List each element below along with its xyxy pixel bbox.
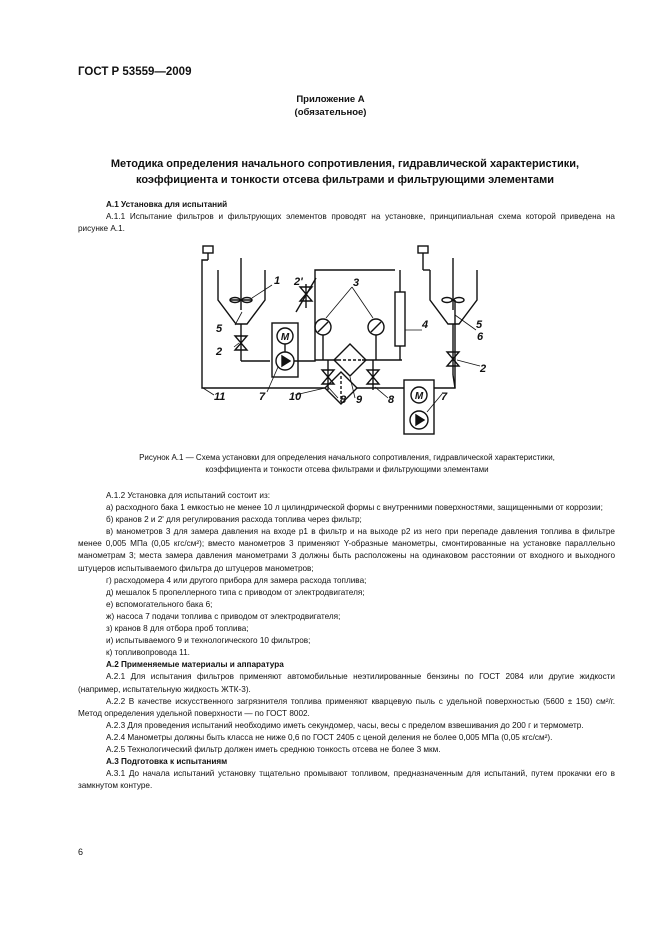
list-item-z: з) кранов 8 для отбора проб топлива; [106, 624, 249, 634]
paragraph-a2-1: А.2.1 Для испытания фильтров применяют автомобильные неэтилированные бензины по ГОСТ 2084 или другие жидкости (например, испытательную жидкость ЖТК-3). [78, 672, 615, 694]
section-a1-heading: А.1 Установка для испытаний [106, 200, 228, 209]
paragraph-a2-5: А.2.5 Технологический фильтр должен иметь среднюю тонкость отсева не более 3 мкм. [106, 744, 441, 754]
paragraph-a1-1: А.1.1 Испытание фильтров и фильтрующих элементов проводят на установке, принципиальная схема которой приведена на рисунке А.1. [78, 212, 615, 234]
figure-caption [82, 452, 612, 476]
caption-line-1: Рисунок А.1 — Схема установки для определения начального сопротивления, гидравлической характеристики, [139, 453, 555, 462]
paragraph-a2-4: А.2.4 Манометры должны быть класса не ниже 0,6 по ГОСТ 2405 с ценой деления не более 0,005 МПа (0,05 кгс/см²). [106, 732, 553, 742]
list-item-v: в) манометров 3 для замера давления на входе p1 в фильтр и на выходе p2 из него при перепаде давления топлива в фильтре менее 0,005 МПа (0,05 кгс/см²); вместо манометров 3 применяют Y-образные манометры, смонтированные на установке параллельно манометрам 3; места замера давления манометрами 3 должны быть расположены на одинаковом расстоянии от входного и выходного штуцеров испытываемого фильтра до штуцеров манометров; [78, 527, 615, 573]
list-item-e: е) вспомогательного бака 6; [106, 599, 213, 609]
valve-2-right [447, 324, 459, 388]
page-number: 6 [78, 847, 84, 857]
label-8-right: 8 [388, 394, 395, 406]
label-7-left: 7 [259, 391, 266, 403]
paragraph-a3-1: А.3.1 До начала испытаний установку тщательно промывают топливом, предназначенным для испытаний, путем прокачки его в замкнутом контуре. [78, 769, 615, 791]
paragraph-a2-3: А.2.3 Для проведения испытаний необходимо иметь секундомер, часы, весы с пределом взвешивания до 200 г и термометр. [106, 720, 584, 730]
label-2-right: 2 [480, 363, 487, 375]
tank-1 [202, 246, 325, 388]
label-4: 4 [422, 319, 429, 331]
section-a2-heading: А.2 Применяемые материалы и аппаратура [106, 660, 284, 670]
list-item-k: к) топливопровода 11. [106, 648, 190, 658]
list-item-d: д) мешалок 5 пропеллерного типа с приводом от электродвигателя; [106, 587, 365, 597]
label-5-right: 5 [476, 319, 483, 331]
list-item-i: и) испытываемого 9 и технологического 10 фильтров; [106, 636, 311, 646]
section-a1 [78, 199, 615, 235]
label-1: 1 [274, 275, 281, 287]
appendix-title [90, 156, 600, 188]
label-5-left: 5 [216, 323, 223, 335]
label-2prime: 2' [294, 276, 303, 288]
list-item-b: б) кранов 2 и 2' для регулирования расхода топлива через фильтр; [106, 515, 362, 525]
tank-6 [418, 246, 477, 324]
pump-7-right [404, 380, 434, 434]
filter-9 [334, 344, 366, 376]
title-line-1: Методика определения начального сопротивления, гидравлической характеристики, [110, 158, 580, 170]
flowmeter-4 [395, 270, 405, 360]
label-2-left: 2 [216, 346, 223, 358]
paragraph-a2-2: А.2.2 В качестве искусственного загрязнителя топлива применяют кварцевую пыль с удельной поверхностью (5600 ± 150) см²/г. Метод определения удельной поверхности — по ГОСТ 8002. [78, 696, 615, 718]
list-item-zh: ж) насоса 7 подачи топлива с приводом от электродвигателя; [106, 611, 341, 621]
section-a3-heading: А.3 Подготовка к испытаниям [106, 757, 228, 767]
pipe-upper [294, 270, 395, 361]
document-header: ГОСТ Р 53559—2009 [78, 66, 192, 78]
label-11: 11 [214, 391, 226, 403]
title-line-2: коэффициента и тонкости отсева фильтрами и фильтрующими элементами [136, 174, 554, 186]
caption-line-2: коэффициента и тонкости отсева фильтрами и фильтрующими элементами [205, 465, 489, 474]
figure-labels [214, 275, 486, 406]
section-a12-intro: А.1.2 Установка для испытаний состоит из: [106, 491, 271, 500]
label-7-right: 7 [441, 391, 448, 403]
appendix-label: Приложение А [296, 94, 365, 105]
motor-symbol-left: М [280, 332, 290, 343]
label-8-left: 8 [340, 394, 347, 406]
pipe-return [434, 300, 455, 388]
list-item-a: а) расходного бака 1 емкостью не менее 10 л цилиндрической формы с внутренними поверхностями, защищенными от коррозии; [106, 503, 603, 513]
label-6: 6 [477, 331, 484, 343]
figure-a1-diagram [190, 240, 500, 440]
section-a12 [78, 490, 615, 792]
label-10: 10 [289, 391, 302, 403]
label-3: 3 [353, 277, 360, 289]
label-9: 9 [356, 394, 363, 406]
valve-2-left [235, 324, 247, 361]
motor-symbol-right: М [414, 391, 424, 402]
manometers-3 [315, 319, 384, 360]
pump-7-left [272, 323, 298, 377]
list-item-g: г) расходомера 4 или другого прибора для замера расхода топлива; [106, 575, 367, 585]
appendix-status: (обязательное) [294, 107, 367, 118]
